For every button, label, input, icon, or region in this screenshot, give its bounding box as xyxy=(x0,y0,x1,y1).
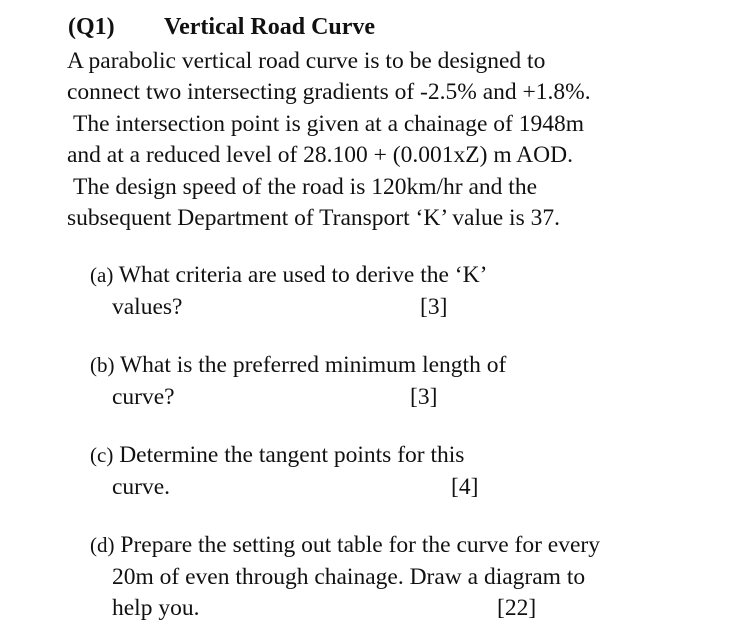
part-marks: [3] xyxy=(410,383,438,410)
part-text: help you. xyxy=(112,595,200,621)
part-text: Prepare the setting out table for the curve for every xyxy=(120,532,600,558)
question-intro xyxy=(67,46,707,234)
part-letter: (c) xyxy=(90,443,114,467)
intro-line: The design speed of the road is 120km/hr and the xyxy=(73,173,538,200)
part-a xyxy=(90,260,487,323)
intro-line: subsequent Department of Transport ‘K’ value is 37. xyxy=(67,205,560,232)
part-text: values? xyxy=(112,293,183,320)
question-title: Vertical Road Curve xyxy=(164,14,376,40)
part-c xyxy=(90,440,479,503)
part-marks: [22] xyxy=(497,595,537,621)
question-heading xyxy=(68,14,375,41)
part-marks: [3] xyxy=(420,293,448,320)
part-text: Determine the tangent points for this xyxy=(119,442,465,468)
part-text: What criteria are used to derive the ‘K’ xyxy=(118,262,488,288)
part-letter: (a) xyxy=(90,263,114,287)
part-text: curve? xyxy=(112,383,175,410)
part-letter: (d) xyxy=(90,533,115,557)
intro-line: and at a reduced level of 28.100 + (0.001xZ) m AOD. xyxy=(67,142,573,169)
intro-line: The intersection point is given at a chainage of 1948m xyxy=(73,110,584,137)
part-d xyxy=(90,530,600,625)
part-marks: [4] xyxy=(451,473,479,500)
intro-line: connect two intersecting gradients of -2.5% and +1.8%. xyxy=(67,79,591,106)
part-text: What is the preferred minimum length of xyxy=(119,352,507,378)
part-text: curve. xyxy=(112,473,171,500)
part-letter: (b) xyxy=(90,353,115,377)
question-number: (Q1) xyxy=(68,14,115,40)
intro-line: A parabolic vertical road curve is to be designed to xyxy=(67,48,546,74)
part-text: 20m of even through chainage. Draw a diagram to xyxy=(112,563,586,590)
part-b xyxy=(90,350,506,413)
